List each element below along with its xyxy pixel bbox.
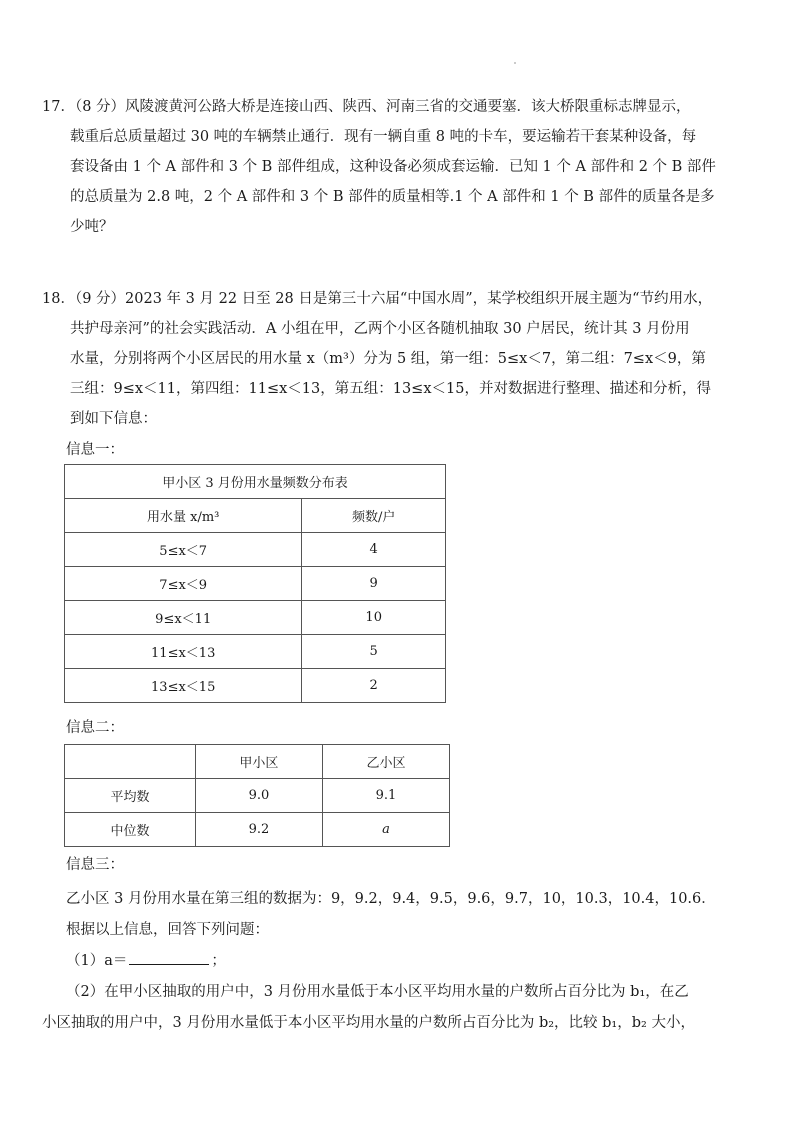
table-row (65, 567, 446, 601)
header-cell: 乙小区 (322, 745, 449, 779)
count-cell: 4 (302, 533, 446, 567)
q17-line: 少吨？ (70, 219, 114, 235)
part2-line: （2）在甲小区抽取的用户中，3 月份用水量低于本小区平均用水量的户数所占百分比为 b₁，在乙 (66, 984, 689, 1000)
header-cell (65, 745, 196, 779)
header-cell: 甲小区 (195, 745, 322, 779)
table-header-row (65, 499, 446, 533)
header-cell: 频数/户 (302, 499, 446, 533)
table-row (65, 779, 450, 813)
answer-prompt: 根据以上信息，回答下列问题： (66, 922, 269, 938)
value-cell: 9.2 (195, 813, 322, 847)
row-label-cell: 中位数 (65, 813, 196, 847)
q17-line: 套设备由 1 个 A 部件和 3 个 B 部件组成，这种设备必须成套运输．已知 1 个 A 部件和 2 个 B 部件 (70, 159, 716, 175)
row-label-cell: 平均数 (65, 779, 196, 813)
scan-dot (514, 62, 516, 64)
count-cell: 10 (302, 601, 446, 635)
count-cell: 2 (302, 669, 446, 703)
question-17 (42, 92, 754, 242)
table-header-row (65, 745, 450, 779)
question-18 (42, 284, 754, 434)
stats-table (64, 744, 450, 847)
table-row (65, 533, 446, 567)
q18-line: 共护母亲河”的社会实践活动．A 小组在甲，乙两个小区各随机抽取 30 户居民，统计其 3 月份用 (70, 321, 690, 337)
answer-blank[interactable] (129, 948, 209, 965)
part1-prefix: （1）a＝ (66, 953, 128, 969)
range-cell: 7≤x＜9 (65, 567, 302, 601)
table-row (65, 635, 446, 669)
frequency-table (64, 464, 446, 703)
table-title-row (65, 465, 446, 499)
table-row (65, 669, 446, 703)
info3-text: 乙小区 3 月份用水量在第三组的数据为：9，9.2，9.4，9.5，9.6，9.7，10，10.3，10.4，10.6． (66, 891, 716, 907)
part2-line: 小区抽取的用户中，3 月份用水量低于本小区平均用水量的户数所占百分比为 b₂，比较 b₁，b₂ 大小， (42, 1015, 695, 1031)
info1-label: 信息一： (66, 442, 124, 458)
q18-line: 三组：9≤x＜11，第四组：11≤x＜13，第五组：13≤x＜15，并对数据进行整理、描述和分析，得 (70, 381, 711, 397)
info3-block (42, 884, 766, 1039)
q18-line: 18．（9 分）2023 年 3 月 22 日至 28 日是第三十六届“中国水周”，某学校组织开展主题为“节约用水， (42, 291, 713, 307)
table-row (65, 601, 446, 635)
value-cell: 9.0 (195, 779, 322, 813)
count-cell: 9 (302, 567, 446, 601)
part1-suffix: ； (211, 953, 226, 969)
range-cell: 11≤x＜13 (65, 635, 302, 669)
info2-label: 信息二： (66, 720, 124, 736)
part1-line (66, 946, 766, 977)
value-cell: 9.1 (322, 779, 449, 813)
header-cell: 用水量 x/m³ (65, 499, 302, 533)
range-cell: 9≤x＜11 (65, 601, 302, 635)
count-cell: 5 (302, 635, 446, 669)
info3-label: 信息三： (66, 857, 124, 873)
table-title: 甲小区 3 月份用水量频数分布表 (65, 465, 446, 499)
q17-line: 17．（8 分）风陵渡黄河公路大桥是连接山西、陕西、河南三省的交通要塞．该大桥限重标志牌显示， (42, 99, 691, 115)
table-row (65, 813, 450, 847)
q18-line: 水量，分别将两个小区居民的用水量 x（m³）分为 5 组，第一组：5≤x＜7，第二组：7≤x＜9，第 (70, 351, 706, 367)
q17-line: 的总质量为 2.8 吨，2 个 A 部件和 3 个 B 部件的质量相等.1 个 A 部件和 1 个 B 部件的质量各是多 (70, 189, 715, 205)
q18-line: 到如下信息： (70, 411, 157, 427)
range-cell: 13≤x＜15 (65, 669, 302, 703)
q17-line: 载重后总质量超过 30 吨的车辆禁止通行．现有一辆自重 8 吨的卡车，要运输若干套某种设备，每 (70, 129, 697, 145)
value-cell: a (322, 813, 449, 847)
range-cell: 5≤x＜7 (65, 533, 302, 567)
